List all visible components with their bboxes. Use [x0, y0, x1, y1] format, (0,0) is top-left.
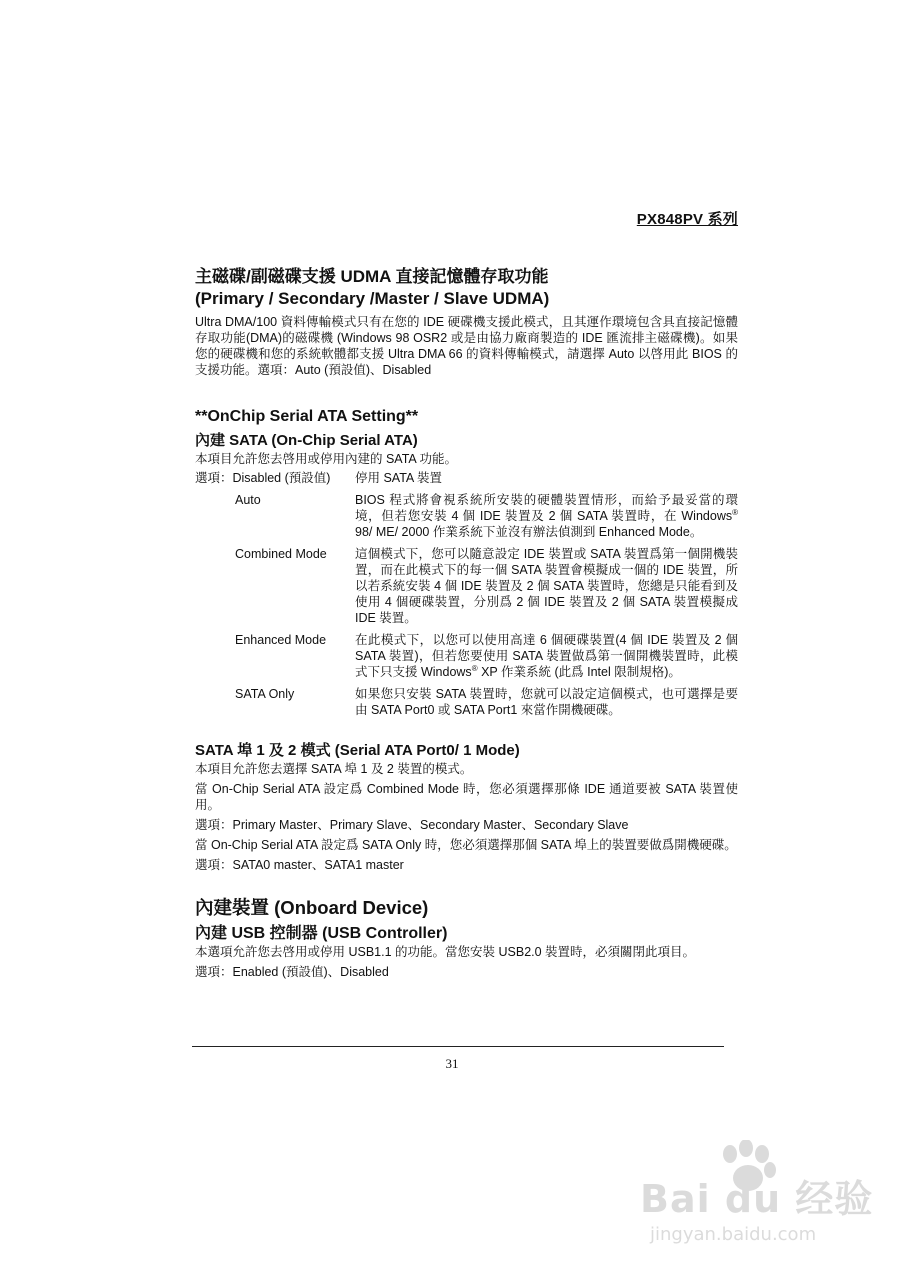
option-desc: [355, 632, 738, 680]
option-key: SATA Only: [235, 687, 295, 701]
sata-port-mode-p3: 選項：Primary Master、Primary Slave、Secondary Master、Secondary Slave: [195, 818, 629, 832]
option-desc-part: XP 作業系統 (此爲 Intel 限制規格)。: [477, 665, 681, 679]
option-desc: 如果您只安裝 SATA 裝置時，您就可以設定這個模式，也可選擇是要由 SATA Port0 或 SATA Port1 來當作開機硬碟。: [355, 687, 738, 717]
option-row-disabled: [195, 470, 738, 486]
option-row-combined-mode: [195, 546, 738, 626]
sata-port-mode-title: SATA 埠 1 及 2 模式 (Serial ATA Port0/ 1 Mode): [195, 742, 520, 759]
sata-port-mode-p1: 本項目允許您去選擇 SATA 埠 1 及 2 裝置的模式。: [195, 762, 473, 776]
option-desc-part: 在此模式下，以您可以使用高達 6 個硬碟裝置(4 個 IDE 裝置及 2 個 SATA 裝置)，但若您要使用 SATA 裝置做爲第一個開機裝置時，此模式下只支援 Windows: [355, 633, 738, 679]
onchip-sata-section-title: **OnChip Serial ATA Setting**: [195, 408, 419, 425]
udma-body: Ultra DMA/100 資料傳輸模式只有在您的 IDE 硬碟機支援此模式，且其運作環境包含具直接記憶體存取功能(DMA)的磁碟機 (Windows 98 OSR2 或是由協力廠商製造的 IDE 匯流排主磁碟機)。如果您的硬碟機和您的系統軟體都支援 Ultra DMA 66 的資料傳輸模式，請選擇 Auto 以啓用此 BIOS 的支援功能。選項：Auto (預設值)、Disabled: [195, 315, 738, 377]
option-key: 選項：Disabled (預設值): [195, 471, 331, 485]
sata-port-mode-p2: 當 On-Chip Serial ATA 設定爲 Combined Mode 時，您必須選擇那條 IDE 通道要被 SATA 裝置使用。: [195, 782, 738, 812]
usb-controller-title: 內建 USB 控制器 (USB Controller): [195, 925, 448, 942]
option-key: Combined Mode: [235, 547, 327, 561]
onchip-sata-intro: 本項目允許您去啓用或停用內建的 SATA 功能。: [195, 452, 458, 466]
usb-controller-p2: 選項：Enabled (預設值)、Disabled: [195, 965, 389, 979]
registered-mark: ®: [732, 507, 738, 517]
option-key: Auto: [235, 493, 261, 507]
onchip-sata-subtitle: 內建 SATA (On-Chip Serial ATA): [195, 432, 418, 449]
option-row-sata-only: [195, 686, 738, 718]
option-row-enhanced-mode: [195, 632, 738, 680]
main-content: [195, 266, 738, 980]
option-key: Enhanced Mode: [235, 633, 327, 647]
page-number: 31: [445, 1056, 459, 1071]
option-desc-part: 98/ ME/ 2000 作業系統下並沒有辦法偵測到 Enhanced Mode。: [355, 525, 703, 539]
option-desc: [355, 492, 738, 540]
udma-title-en: (Primary / Secondary /Master / Slave UDMA): [195, 289, 550, 308]
watermark-url: jingyan.baidu.com: [650, 1224, 817, 1245]
option-desc: 這個模式下，您可以隨意設定 IDE 裝置或 SATA 裝置爲第一個開機裝置，而在此模式下的每一個 SATA 裝置會模擬成一個的 IDE 裝置，所以若系統安裝 4 個 IDE 裝置及 2 個 SATA 裝置時，您總是只能看到及使用 4 個硬碟裝置，分別爲 2 個 IDE 裝置及 2 個 SATA 裝置模擬成 IDE 裝置。: [355, 547, 738, 625]
udma-title-zh: 主磁碟/副磁碟支援 UDMA 直接記憶體存取功能: [195, 267, 549, 286]
usb-controller-p1: 本選項允許您去啓用或停用 USB1.1 的功能。當您安裝 USB2.0 裝置時，必須關閉此項目。: [195, 945, 696, 959]
footer-divider: [192, 1046, 724, 1047]
registered-mark: ®: [471, 663, 478, 673]
watermark-brand: Bai du 经验: [640, 1177, 874, 1221]
baidu-watermark: [640, 1140, 890, 1260]
sata-port-mode-p5: 選項：SATA0 master、SATA1 master: [195, 858, 404, 872]
option-row-auto: [195, 492, 738, 540]
option-desc-part: BIOS 程式將會視系統所安裝的硬體裝置情形，而給予最妥當的環境，但若您安裝 4 個 IDE 裝置及 2 個 SATA 裝置時，在 Windows: [355, 493, 738, 523]
series-header: PX848PV 系列: [636, 211, 738, 228]
sata-port-mode-p4: 當 On-Chip Serial ATA 設定爲 SATA Only 時，您必須選擇那個 SATA 埠上的裝置要做爲開機硬碟。: [195, 838, 737, 852]
onboard-device-title: 內建裝置 (Onboard Device): [195, 897, 429, 918]
option-desc: 停用 SATA 裝置: [355, 471, 443, 485]
